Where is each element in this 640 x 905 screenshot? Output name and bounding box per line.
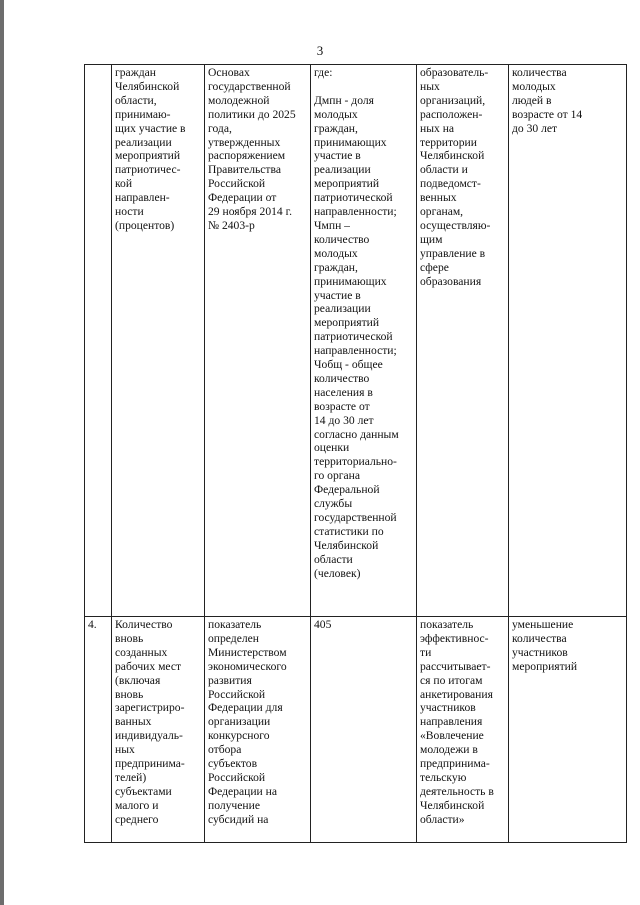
basis-cell (205, 65, 311, 617)
note-cell (509, 65, 627, 617)
note-text: количества молодых людей в возрасте от 14 до 30 лет (512, 66, 583, 135)
page-number: 3 (316, 43, 324, 58)
method-text: где: Дмпн - доля молодых граждан, принимающих участие в реализации мероприятий патриотической направленности; Чмпн – количество молодых граждан, принимающих участие в реализации мероприятий патриотической направленности; Чобщ - общее количество населения в возрасте от 14 до 30 лет согласно данным оценки территориально- го органа Федеральной службы государственной статистики по Челябинской области (человек) (314, 66, 399, 580)
note-cell (509, 617, 627, 843)
source-text: образователь- ных организаций, расположен- ных на территории Челябинской области и подведомст- венных органам, осуществляю- щим управление в сфере образования (420, 66, 491, 288)
basis-text: показатель определен Министерством экономического развития Российской Федерации для организации конкурсного отбора субъектов Российской Федерации на получение субсидий на (208, 618, 287, 826)
table-row (85, 617, 627, 843)
method-cell (311, 617, 417, 843)
indicator-text: Количество вновь созданных рабочих мест (включая вновь зарегистриро- ванных индивидуаль- ных предпринима- телей) субъектами малого и среднего (115, 618, 185, 826)
source-text: показатель эффективнос- ти рассчитывает- ся по итогам анкетирования участников направления «Вовлечение молодежи в предпринима- тельскую деятельность в Челябинской области» (420, 618, 494, 826)
indicator-cell (112, 65, 205, 617)
row-number: 4. (88, 618, 97, 631)
indicator-cell (112, 617, 205, 843)
table-row (85, 65, 627, 617)
source-cell (417, 65, 509, 617)
note-text: уменьшение количества участников мероприятий (512, 618, 578, 673)
method-text: 405 (314, 618, 332, 631)
row-number-cell (85, 617, 112, 843)
basis-text: Основах государственной молодежной политики до 2025 года, утвержденных распоряжением Правительства Российской Федерации от 29 ноября 2014 г. № 2403-р (208, 66, 296, 232)
source-cell (417, 617, 509, 843)
row-number-cell (85, 65, 112, 617)
basis-cell (205, 617, 311, 843)
indicators-table (84, 64, 627, 843)
scan-edge-strip (0, 0, 4, 905)
method-cell (311, 65, 417, 617)
indicator-text: граждан Челябинской области, принимаю- щих участие в реализации мероприятий патриотичес- кой направлен- ности (процентов) (115, 66, 186, 232)
